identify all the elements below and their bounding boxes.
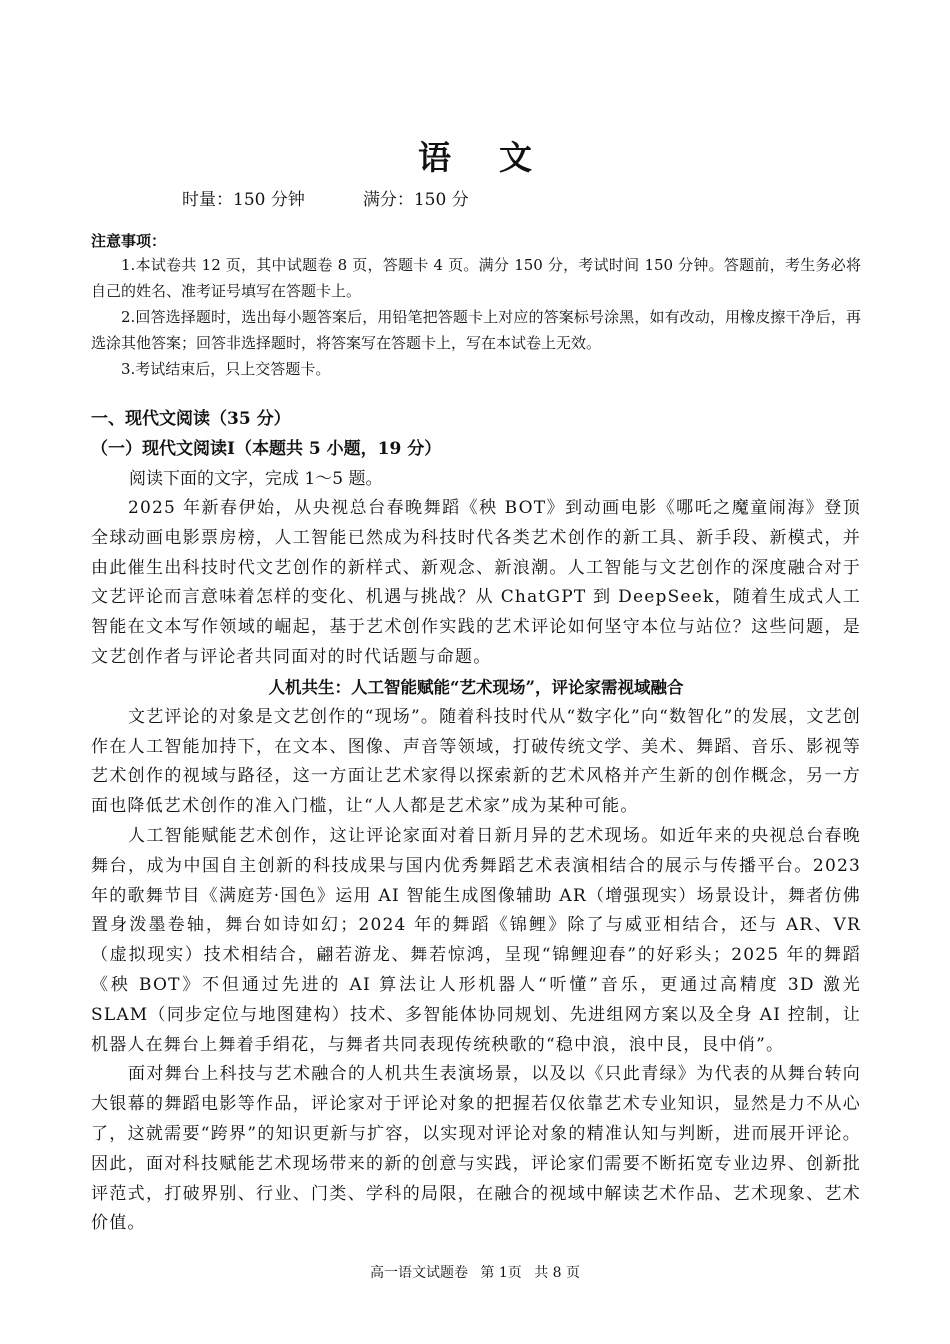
notice-heading: 注意事项：	[91, 232, 167, 250]
exam-name: 高一语文试题卷	[369, 1265, 468, 1281]
full-score: 满分：150 分	[362, 190, 469, 210]
notice-item: 1.本试卷共 12 页，其中试题卷 8 页，答题卡 4 页。满分 150 分，考试时间 150 分钟。答题前，考生务必将自己的姓名、准考证号填写在答题卡上。	[91, 256, 861, 300]
section-subheading: （一）现代文阅读Ⅰ（本题共 5 小题，19 分）	[91, 439, 442, 459]
reading-instruction: 阅读下面的文字，完成 1～5 题。	[129, 469, 383, 489]
exam-meta	[182, 185, 469, 210]
notice-item: 3.考试结束后，只上交答题卡。	[121, 360, 331, 378]
page-footer	[0, 1262, 950, 1282]
article-subtitle: 人机共生：人工智能赋能“艺术现场”，评论家需视域融合	[268, 677, 684, 697]
notice-item: 2.回答选择题时，选出每小题答案后，用铅笔把答题卡上对应的答案标号涂黑，如有改动，用橡皮擦干净后，再选涂其他答案；回答非选择题时，将答案写在答题卡上，写在本试卷上无效。	[91, 308, 861, 352]
reading-section	[91, 404, 861, 1239]
section-heading: 一、现代文阅读（35 分）	[91, 409, 291, 429]
page-number: 第 1页	[480, 1265, 522, 1281]
article-paragraph: 文艺评论的对象是文艺创作的“现场”。随着科技时代从“数字化”向“数智化”的发展，文艺创作在人工智能加持下，在文本、图像、声音等领域，打破传统文学、美术、舞蹈、音乐、影视等艺术创作的视域与路径，这一方面让艺术家得以探索新的艺术风格并产生新的创作概念，另一方面也降低艺术创作的准入门槛，让“人人都是艺术家”成为某种可能。	[91, 706, 861, 817]
article-paragraph: 面对舞台上科技与艺术融合的人机共生表演场景，以及以《只此青绿》为代表的从舞台转向大银幕的舞蹈电影等作品，评论家对于评论对象的把握若仅依靠艺术专业知识，显然是力不从心了，这就需要“跨界”的知识更新与扩容，以实现对评论对象的精准认知与判断，进而展开评论。因此，面对科技赋能艺术现场带来的新的创意与实践，评论家们需要不断拓宽专业边界、创新批评范式，打破界别、行业、门类、学科的局限，在融合的视域中解读艺术作品、艺术现象、艺术价值。	[91, 1064, 861, 1234]
article-paragraph: 人工智能赋能艺术创作，这让评论家面对着日新月异的艺术现场。如近年来的央视总台春晚舞台，成为中国自主创新的科技成果与国内优秀舞蹈艺术表演相结合的展示与传播平台。2023 年的歌舞节目《满庭芳·国色》运用 AI 智能生成图像辅助 AR（增强现实）场景设计，舞者仿佛置身泼墨卷轴，舞台如诗如幻；2024 年的舞蹈《锦鲤》除了与威亚相结合，还与 AR、VR（虚拟现实）技术相结合，翩若游龙、舞若惊鸿，呈现“锦鲤迎春”的好彩头；2025 年的舞蹈《秧 BOT》不但通过先进的 AI 算法让人形机器人“听懂”音乐，更通过高精度 3D 激光 SLAM（同步定位与地图建构）技术、多智能体协同规划、先进组网方案以及全身 AI 控制，让机器人在舞台上舞着手绢花，与舞者共同表现传统秧歌的“稳中浪，浪中艮，艮中俏”。	[91, 825, 861, 1055]
time-limit: 时量：150 分钟	[182, 190, 305, 210]
notice-section	[91, 230, 861, 382]
page-title: 语文	[418, 138, 580, 177]
page-total: 共 8 页	[534, 1265, 581, 1281]
intro-paragraph: 2025 年新春伊始，从央视总台春晚舞蹈《秧 BOT》到动画电影《哪吒之魔童闹海》登顶全球动画电影票房榜，人工智能已然成为科技时代各类艺术创作的新工具、新手段、新模式，并由此催生出科技时代文艺创作的新样式、新观念、新浪潮。人工智能与文艺创作的深度融合对于文艺评论而言意味着怎样的变化、机遇与挑战？从 ChatGPT 到 DeepSeek，随着生成式人工智能在文本写作领域的崛起，基于艺术创作实践的艺术评论如何坚守本位与站位？这些问题，是文艺创作者与评论者共同面对的时代话题与命题。	[91, 498, 861, 667]
